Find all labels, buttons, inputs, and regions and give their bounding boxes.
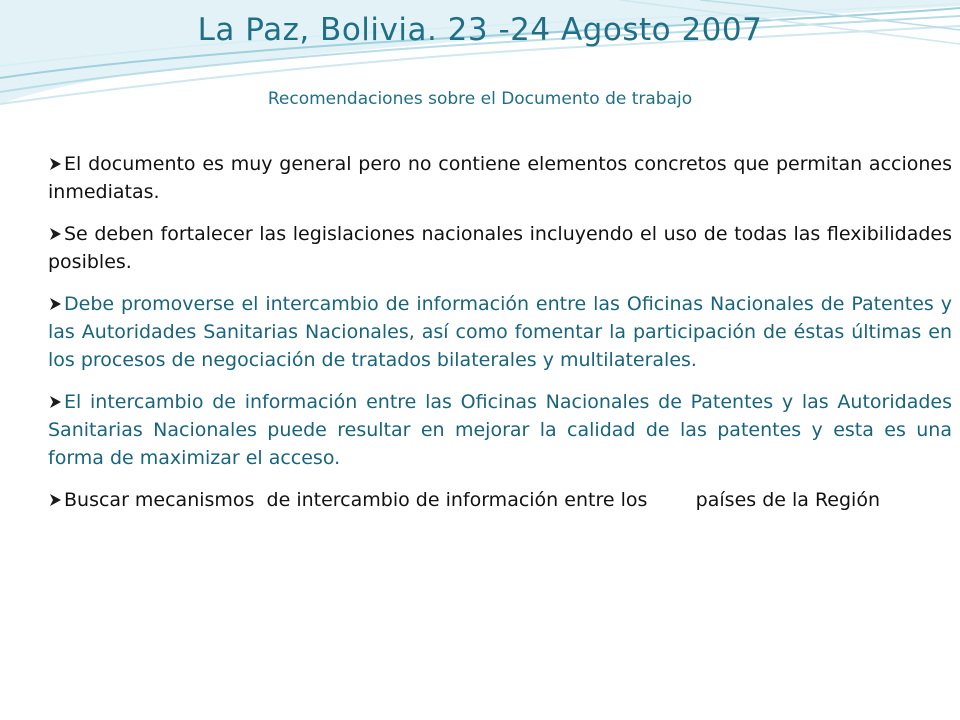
bullet-text: Debe promoverse el intercambio de información entre las Oficinas Nacionales de Patentes y las Autoridades Sanitarias Nacionales, así como fomentar la participación de éstas últimas en los procesos de negociación de tratados bilaterales y multilaterales. <box>48 293 952 371</box>
bullet-text: Buscar mecanismos de intercambio de información entre los países de la Región <box>64 489 880 511</box>
arrow-bullet-icon <box>48 395 62 409</box>
bullet-item <box>48 220 952 276</box>
slide-title: La Paz, Bolivia. 23 -24 Agosto 2007 <box>197 12 763 48</box>
bullet-text: El intercambio de información entre las Oficinas Nacionales de Patentes y las Autoridades Sanitarias Nacionales puede resultar en mejorar la calidad de las patentes y esta es una forma de maximizar el acceso. <box>48 391 952 469</box>
arrow-bullet-icon <box>48 227 62 241</box>
bullet-item <box>48 388 952 472</box>
slide-subtitle: Recomendaciones sobre el Documento de trabajo <box>267 89 693 109</box>
bullet-item <box>48 150 952 206</box>
bullet-list <box>48 150 952 528</box>
bullet-item <box>48 486 952 514</box>
arrow-bullet-icon <box>48 157 62 171</box>
bullet-text: Se deben fortalecer las legislaciones nacionales incluyendo el uso de todas las flexibilidades posibles. <box>48 223 952 273</box>
bullet-item <box>48 290 952 374</box>
arrow-bullet-icon <box>48 297 62 311</box>
bullet-text: El documento es muy general pero no contiene elementos concretos que permitan acciones inmediatas. <box>48 153 952 203</box>
arrow-bullet-icon <box>48 493 62 507</box>
